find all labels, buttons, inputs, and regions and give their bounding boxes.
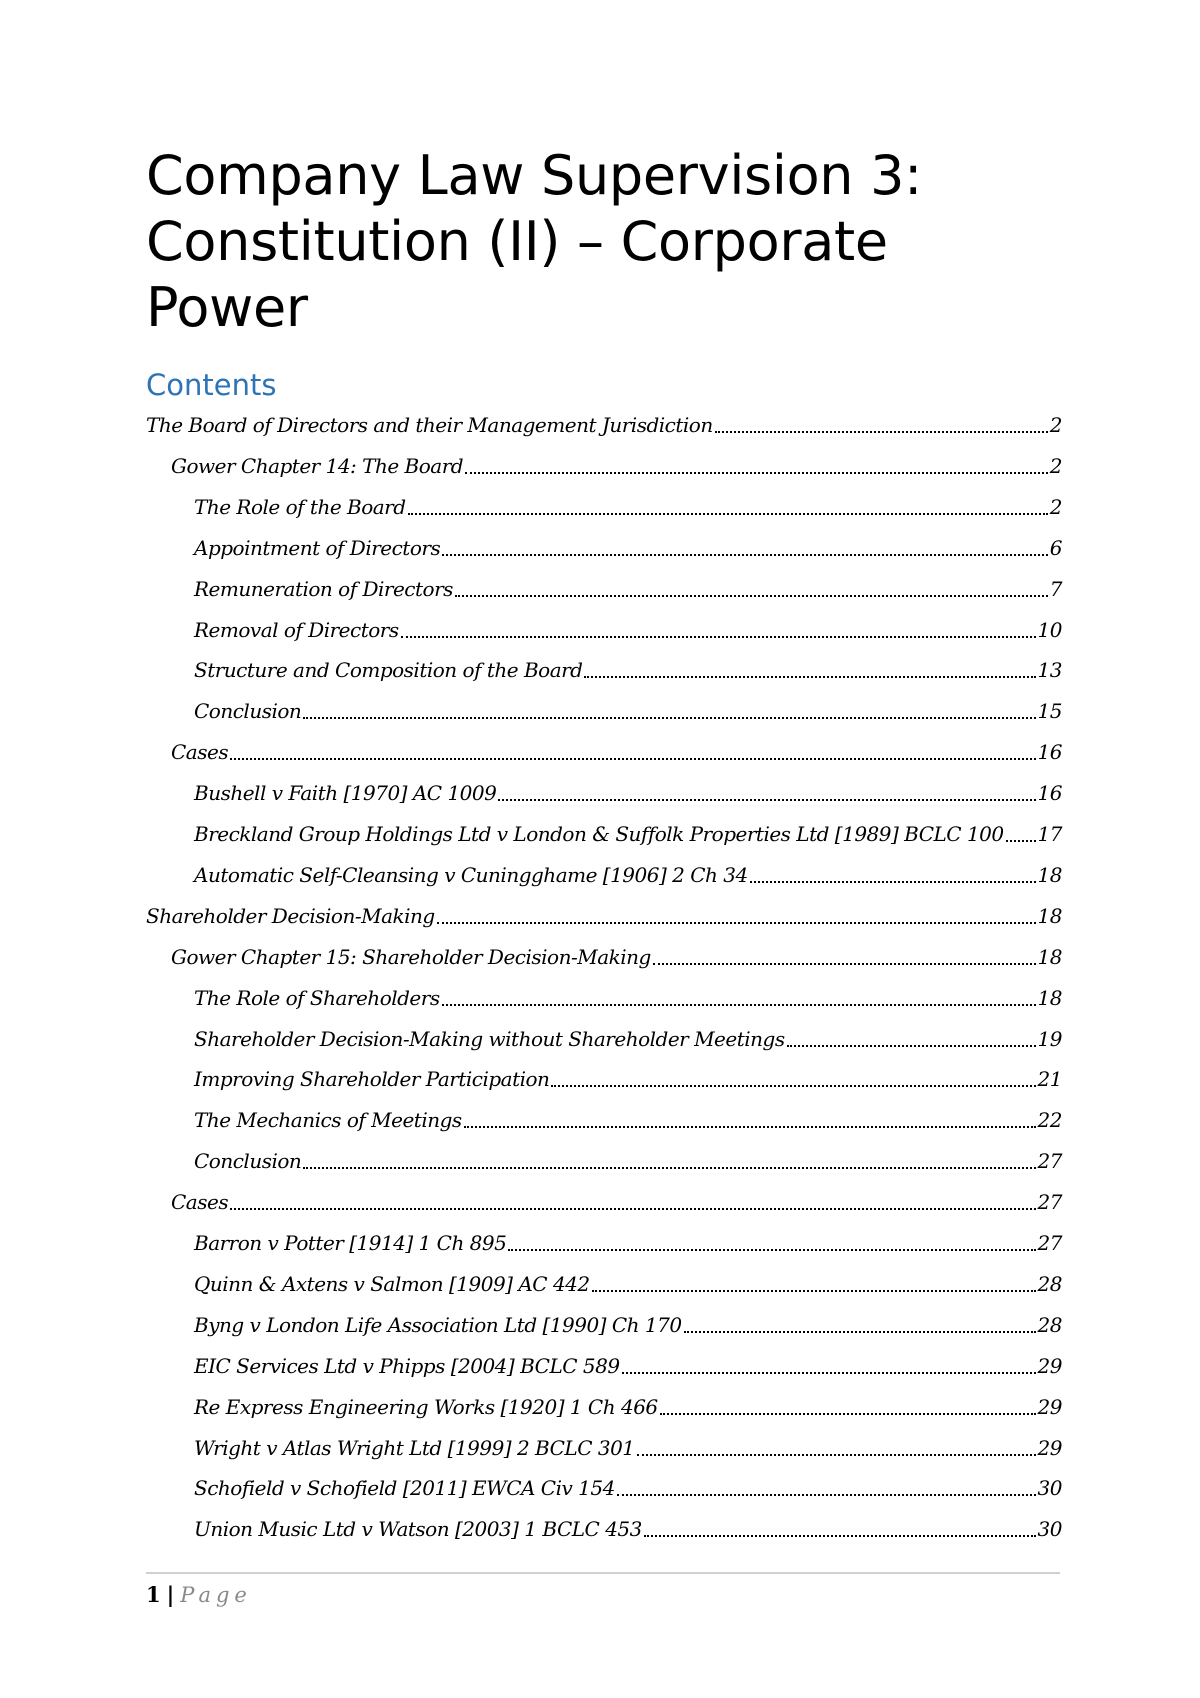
contents-heading: Contents <box>146 368 277 402</box>
toc-dot-leader <box>750 881 1036 883</box>
toc-entry-page-number: 2 <box>1049 495 1062 519</box>
toc-dot-leader <box>1006 840 1036 842</box>
toc-dot-leader <box>230 758 1035 760</box>
toc-entry-title: Schofield v Schofield [2011] EWCA Civ 154 <box>194 1476 615 1500</box>
toc-entry[interactable] <box>194 533 1062 563</box>
toc-entry-page-number: 27 <box>1037 1149 1062 1173</box>
toc-entry-page-number: 18 <box>1037 945 1062 969</box>
toc-entry-title: Conclusion <box>194 699 302 723</box>
toc-dot-leader <box>401 636 1036 638</box>
toc-entry-title: Cases <box>171 1190 229 1214</box>
toc-entry-page-number: 10 <box>1037 618 1062 642</box>
toc-dot-leader <box>653 963 1036 965</box>
toc-entry[interactable] <box>171 942 1062 972</box>
toc-entry-title: Byng v London Life Association Ltd [1990] Ch 170 <box>194 1313 682 1337</box>
toc-dot-leader <box>303 1167 1035 1169</box>
toc-dot-leader <box>592 1290 1036 1292</box>
toc-dot-leader <box>787 1045 1036 1047</box>
toc-dot-leader <box>442 554 1048 556</box>
toc-entry-page-number: 13 <box>1037 658 1062 682</box>
toc-entry-title: The Role of the Board <box>194 495 406 519</box>
toc-entry-page-number: 30 <box>1037 1476 1062 1500</box>
toc-entry-page-number: 29 <box>1037 1436 1062 1460</box>
toc-entry-page-number: 2 <box>1049 413 1062 437</box>
toc-dot-leader <box>408 513 1048 515</box>
toc-entry-title: The Role of Shareholders <box>194 986 440 1010</box>
toc-entry-page-number: 18 <box>1037 904 1062 928</box>
toc-entry[interactable] <box>194 1105 1062 1135</box>
toc-entry-page-number: 28 <box>1037 1313 1062 1337</box>
toc-entry-title: EIC Services Ltd v Phipps [2004] BCLC 589 <box>194 1354 620 1378</box>
toc-entry[interactable] <box>146 410 1062 440</box>
toc-entry[interactable] <box>146 901 1062 931</box>
toc-entry-page-number: 27 <box>1037 1190 1062 1214</box>
toc-entry-title: Bushell v Faith [1970] AC 1009 <box>194 781 497 805</box>
toc-entry-page-number: 18 <box>1037 986 1062 1010</box>
toc-dot-leader <box>551 1085 1035 1087</box>
toc-entry-title: Structure and Composition of the Board <box>194 658 583 682</box>
toc-entry-page-number: 15 <box>1037 699 1062 723</box>
toc-entry-title: Remuneration of Directors <box>194 577 453 601</box>
toc-entry-page-number: 6 <box>1049 536 1062 560</box>
toc-dot-leader <box>464 1126 1036 1128</box>
toc-entry-title: Conclusion <box>194 1149 302 1173</box>
toc-entry[interactable] <box>194 983 1062 1013</box>
toc-entry[interactable] <box>194 1269 1062 1299</box>
toc-entry[interactable] <box>194 860 1062 890</box>
toc-dot-leader <box>715 431 1048 433</box>
toc-dot-leader <box>465 472 1048 474</box>
toc-entry[interactable] <box>194 1228 1062 1258</box>
footer-page-label: Page <box>180 1583 252 1607</box>
toc-entry[interactable] <box>194 1392 1062 1422</box>
toc-dot-leader <box>230 1208 1035 1210</box>
toc-entry[interactable] <box>194 819 1062 849</box>
toc-dot-leader <box>584 676 1035 678</box>
footer-divider <box>146 1572 1060 1574</box>
toc-entry-page-number: 22 <box>1037 1108 1062 1132</box>
toc-entry-page-number: 17 <box>1037 822 1062 846</box>
toc-entry-title: The Mechanics of Meetings <box>194 1108 462 1132</box>
toc-entry-page-number: 29 <box>1037 1354 1062 1378</box>
toc-dot-leader <box>637 1454 1036 1456</box>
toc-dot-leader <box>442 1004 1036 1006</box>
toc-entry[interactable] <box>194 615 1062 645</box>
toc-entry[interactable] <box>194 1473 1062 1503</box>
document-title <box>146 143 1106 341</box>
page-footer <box>146 1580 252 1610</box>
toc-entry-page-number: 2 <box>1049 454 1062 478</box>
footer-separator: | <box>166 1582 175 1607</box>
toc-entry-title: Wright v Atlas Wright Ltd [1999] 2 BCLC 301 <box>194 1436 635 1460</box>
toc-entry[interactable] <box>194 1433 1062 1463</box>
toc-entry-title: Barron v Potter [1914] 1 Ch 895 <box>194 1231 507 1255</box>
toc-entry-page-number: 29 <box>1037 1395 1062 1419</box>
toc-dot-leader <box>617 1494 1036 1496</box>
toc-entry[interactable] <box>194 492 1062 522</box>
toc-entry-page-number: 16 <box>1037 781 1062 805</box>
toc-entry-page-number: 28 <box>1037 1272 1062 1296</box>
toc-entry[interactable] <box>194 1064 1062 1094</box>
toc-dot-leader <box>303 717 1035 719</box>
toc-entry-title: Gower Chapter 15: Shareholder Decision-Making <box>171 945 651 969</box>
toc-entry[interactable] <box>194 655 1062 685</box>
toc-entry-title: Re Express Engineering Works [1920] 1 Ch 466 <box>194 1395 658 1419</box>
toc-dot-leader <box>455 595 1048 597</box>
toc-entry[interactable] <box>194 1351 1062 1381</box>
toc-entry[interactable] <box>194 1146 1062 1176</box>
toc-entry-page-number: 27 <box>1037 1231 1062 1255</box>
toc-entry[interactable] <box>194 1310 1062 1340</box>
toc-entry[interactable] <box>171 1187 1062 1217</box>
toc-entry[interactable] <box>194 696 1062 726</box>
toc-dot-leader <box>437 922 1036 924</box>
toc-entry-title: Shareholder Decision-Making <box>146 904 435 928</box>
toc-entry-title: Quinn & Axtens v Salmon [1909] AC 442 <box>194 1272 590 1296</box>
toc-entry-title: Appointment of Directors <box>194 536 441 560</box>
toc-entry-page-number: 18 <box>1037 863 1062 887</box>
toc-dot-leader <box>644 1535 1036 1537</box>
toc-entry-title: Automatic Self-Cleansing v Cuningghame [1906] 2 Ch 34 <box>194 863 748 887</box>
toc-entry-page-number: 21 <box>1037 1067 1062 1091</box>
toc-entry-title: Gower Chapter 14: The Board <box>171 454 464 478</box>
toc-dot-leader <box>622 1372 1036 1374</box>
toc-dot-leader <box>684 1331 1036 1333</box>
toc-entry-title: Union Music Ltd v Watson [2003] 1 BCLC 453 <box>194 1517 642 1541</box>
toc-entry[interactable] <box>194 1024 1062 1054</box>
toc-entry-page-number: 19 <box>1037 1027 1062 1051</box>
toc-entry-title: Improving Shareholder Participation <box>194 1067 550 1091</box>
toc-entry-page-number: 7 <box>1049 577 1062 601</box>
toc-dot-leader <box>498 799 1035 801</box>
toc-dot-leader <box>508 1249 1035 1251</box>
toc-entry-title: Shareholder Decision-Making without Shareholder Meetings <box>194 1027 785 1051</box>
toc-entry-title: Removal of Directors <box>194 618 399 642</box>
toc-entry[interactable] <box>194 1514 1062 1544</box>
toc-entry[interactable] <box>171 451 1062 481</box>
toc-entry-page-number: 16 <box>1037 740 1062 764</box>
toc-entry[interactable] <box>194 778 1062 808</box>
toc-entry-title: Breckland Group Holdings Ltd v London & Suffolk Properties Ltd [1989] BCLC 100 <box>194 822 1004 846</box>
toc-entry-page-number: 30 <box>1037 1517 1062 1541</box>
document-title-line: Constitution (II) – Corporate <box>146 210 888 273</box>
footer-page-number: 1 <box>146 1582 161 1607</box>
document-title-line: Power <box>146 276 308 339</box>
toc-entry-title: Cases <box>171 740 229 764</box>
toc-entry[interactable] <box>171 737 1062 767</box>
toc-entry[interactable] <box>194 574 1062 604</box>
toc-entry-title: The Board of Directors and their Management Jurisdiction <box>146 413 713 437</box>
toc-dot-leader <box>660 1413 1036 1415</box>
document-title-line: Company Law Supervision 3: <box>146 144 923 207</box>
